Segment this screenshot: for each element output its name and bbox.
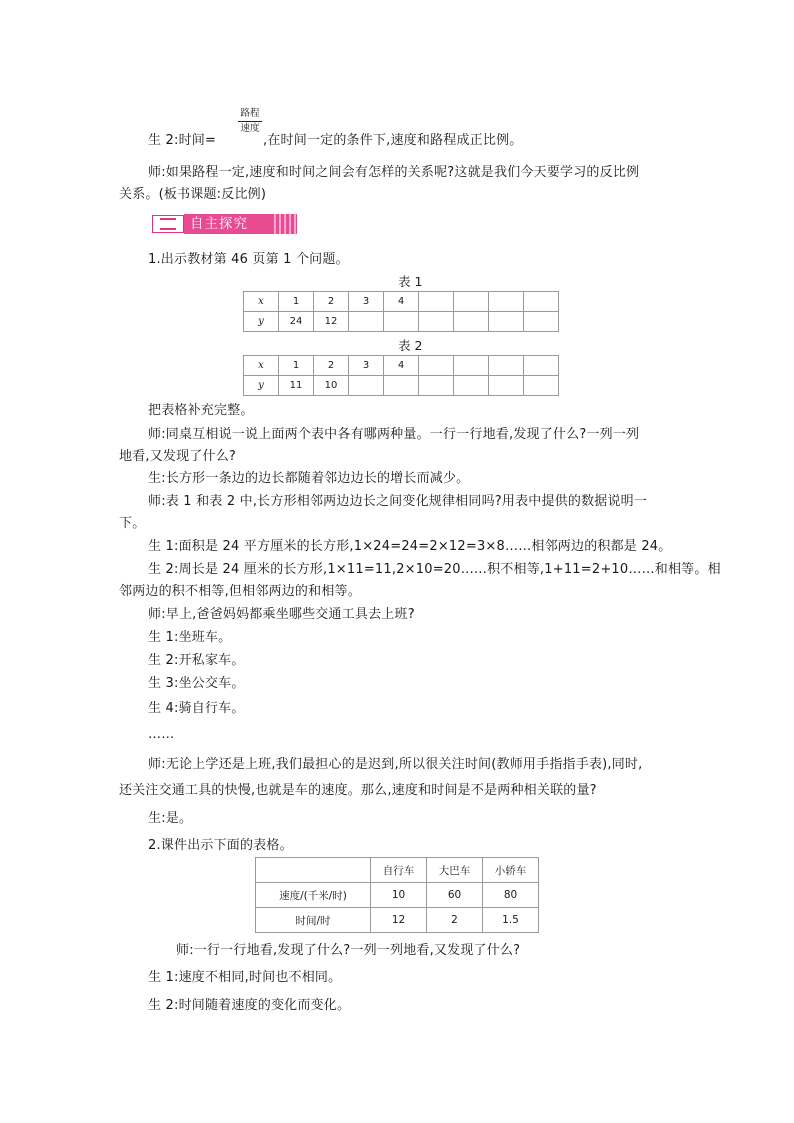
- dialog-line: 师:早上,爸爸妈妈都乘坐哪些交通工具去上班?: [148, 607, 415, 622]
- table-cell: [419, 312, 454, 332]
- table-row: [244, 312, 559, 332]
- table-cell: 时间/时: [256, 908, 371, 933]
- dialog-line: 生:长方形一条边的边长都随着邻边边长的增长而减少。: [148, 471, 470, 486]
- teacher-intro-line-2: 关系。(板书课题:反比例): [119, 187, 267, 202]
- dialog-line: 地看,又发现了什么?: [119, 449, 237, 464]
- step-1-text: 1.出示教材第 46 页第 1 个问题。: [148, 252, 349, 267]
- table-cell: [524, 292, 559, 312]
- table-cell: [419, 356, 454, 376]
- formula-prefix: 生 2:时间=: [148, 133, 217, 148]
- table-header-cell: [256, 858, 371, 883]
- table-cell: x: [244, 292, 279, 312]
- dialog-line: ……: [148, 727, 175, 742]
- table-cell: y: [244, 312, 279, 332]
- dialog-line: 生:是。: [148, 811, 193, 826]
- table-row: [256, 858, 539, 883]
- table-cell: 12: [314, 312, 349, 332]
- table-header-cell: 小轿车: [483, 858, 539, 883]
- table-cell: 4: [384, 292, 419, 312]
- table-cell: [524, 312, 559, 332]
- table-cell: 2: [314, 292, 349, 312]
- dialog-line: 邻两边的积不相等,但相邻两边的和相等。: [119, 584, 361, 599]
- table-cell: y: [244, 376, 279, 396]
- dialog-line: 还关注交通工具的快慢,也就是车的速度。那么,速度和时间是不是两种相关联的量?: [119, 783, 597, 798]
- table-cell: [454, 312, 489, 332]
- speed-time-table: [255, 857, 539, 933]
- table-cell: [489, 376, 524, 396]
- table-cell: 12: [371, 908, 427, 933]
- table-cell: 2: [427, 908, 483, 933]
- table-cell: [419, 376, 454, 396]
- table-cell: 80: [483, 883, 539, 908]
- table-cell: 3: [349, 292, 384, 312]
- dialog-line: 生 4:骑自行车。: [148, 701, 245, 716]
- table-header-cell: 大巴车: [427, 858, 483, 883]
- table-1: [243, 291, 559, 332]
- table-cell: [349, 376, 384, 396]
- table-cell: 4: [384, 356, 419, 376]
- table-cell: [349, 312, 384, 332]
- dialog-line: 师:无论上学还是上班,我们最担心的是迟到,所以很关注时间(教师用手指指手表),同时,: [148, 757, 643, 772]
- closing-line: 生 1:速度不相同,时间也不相同。: [148, 970, 342, 985]
- dialog-line: 师:表 1 和表 2 中,长方形相邻两边边长之间变化规律相同吗?用表中提供的数据说明一: [148, 494, 648, 509]
- table-2: [243, 355, 559, 396]
- fraction-denominator: 速度: [240, 123, 260, 134]
- table-2-caption: 表 2: [398, 338, 423, 353]
- table-cell: [489, 356, 524, 376]
- section-banner: [150, 214, 297, 234]
- table-cell: [524, 376, 559, 396]
- table-cell: 1.5: [483, 908, 539, 933]
- table-1-caption: 表 1: [398, 274, 423, 289]
- dialog-line: 下。: [119, 516, 146, 531]
- table-cell: [524, 356, 559, 376]
- dialog-line: 生 2:开私家车。: [148, 653, 245, 668]
- table-cell: [454, 292, 489, 312]
- table-cell: 1: [279, 356, 314, 376]
- dialog-line: 把表格补充完整。: [148, 403, 254, 418]
- table-cell: [454, 376, 489, 396]
- teacher-intro-line-1: 师:如果路程一定,速度和时间之间会有怎样的关系呢?这就是我们今天要学习的反比例: [148, 165, 640, 180]
- dialog-line: 生 3:坐公交车。: [148, 676, 245, 691]
- table-row: [256, 908, 539, 933]
- table-cell: [489, 292, 524, 312]
- section-number-glyph: [160, 218, 176, 230]
- table-cell: [419, 292, 454, 312]
- table-cell: [384, 376, 419, 396]
- table-header-cell: 自行车: [371, 858, 427, 883]
- dialog-line: 2.课件出示下面的表格。: [148, 838, 293, 853]
- table-row: [256, 883, 539, 908]
- table-cell: [454, 356, 489, 376]
- section-number-badge: [152, 215, 184, 233]
- section-title: 自主探究: [190, 216, 248, 232]
- table-cell: 1: [279, 292, 314, 312]
- closing-line: 师:一行一行地看,发现了什么?一列一列地看,又发现了什么?: [176, 943, 521, 958]
- closing-line: 生 2:时间随着速度的变化而变化。: [148, 998, 351, 1013]
- dialog-line: 生 1:面积是 24 平方厘米的长方形,1×24=24=2×12=3×8……相邻两边的积都是 24。: [148, 539, 672, 554]
- table-cell: [489, 312, 524, 332]
- table-cell: 60: [427, 883, 483, 908]
- table-cell: [384, 312, 419, 332]
- dialog-line: 师:同桌互相说一说上面两个表中各有哪两种量。一行一行地看,发现了什么?一列一列: [148, 427, 640, 442]
- table-cell: 10: [314, 376, 349, 396]
- table-cell: 速度/(千米/时): [256, 883, 371, 908]
- dialog-line: 生 2:周长是 24 厘米的长方形,1×11=11,2×10=20……积不相等,1+11=2+10……和相等。相: [148, 562, 721, 577]
- fraction-bar: [238, 121, 262, 122]
- table-cell: 11: [279, 376, 314, 396]
- fraction-numerator: 路程: [240, 108, 260, 119]
- table-row: [244, 292, 559, 312]
- distance-over-speed-fraction: [238, 108, 262, 135]
- table-row: [244, 356, 559, 376]
- table-cell: 10: [371, 883, 427, 908]
- table-cell: 24: [279, 312, 314, 332]
- table-row: [244, 376, 559, 396]
- dialog-line: 生 1:坐班车。: [148, 630, 232, 645]
- section-banner-stripes: [271, 214, 297, 234]
- table-cell: x: [244, 356, 279, 376]
- table-cell: 2: [314, 356, 349, 376]
- table-cell: 3: [349, 356, 384, 376]
- formula-suffix: ,在时间一定的条件下,速度和路程成正比例。: [263, 133, 523, 148]
